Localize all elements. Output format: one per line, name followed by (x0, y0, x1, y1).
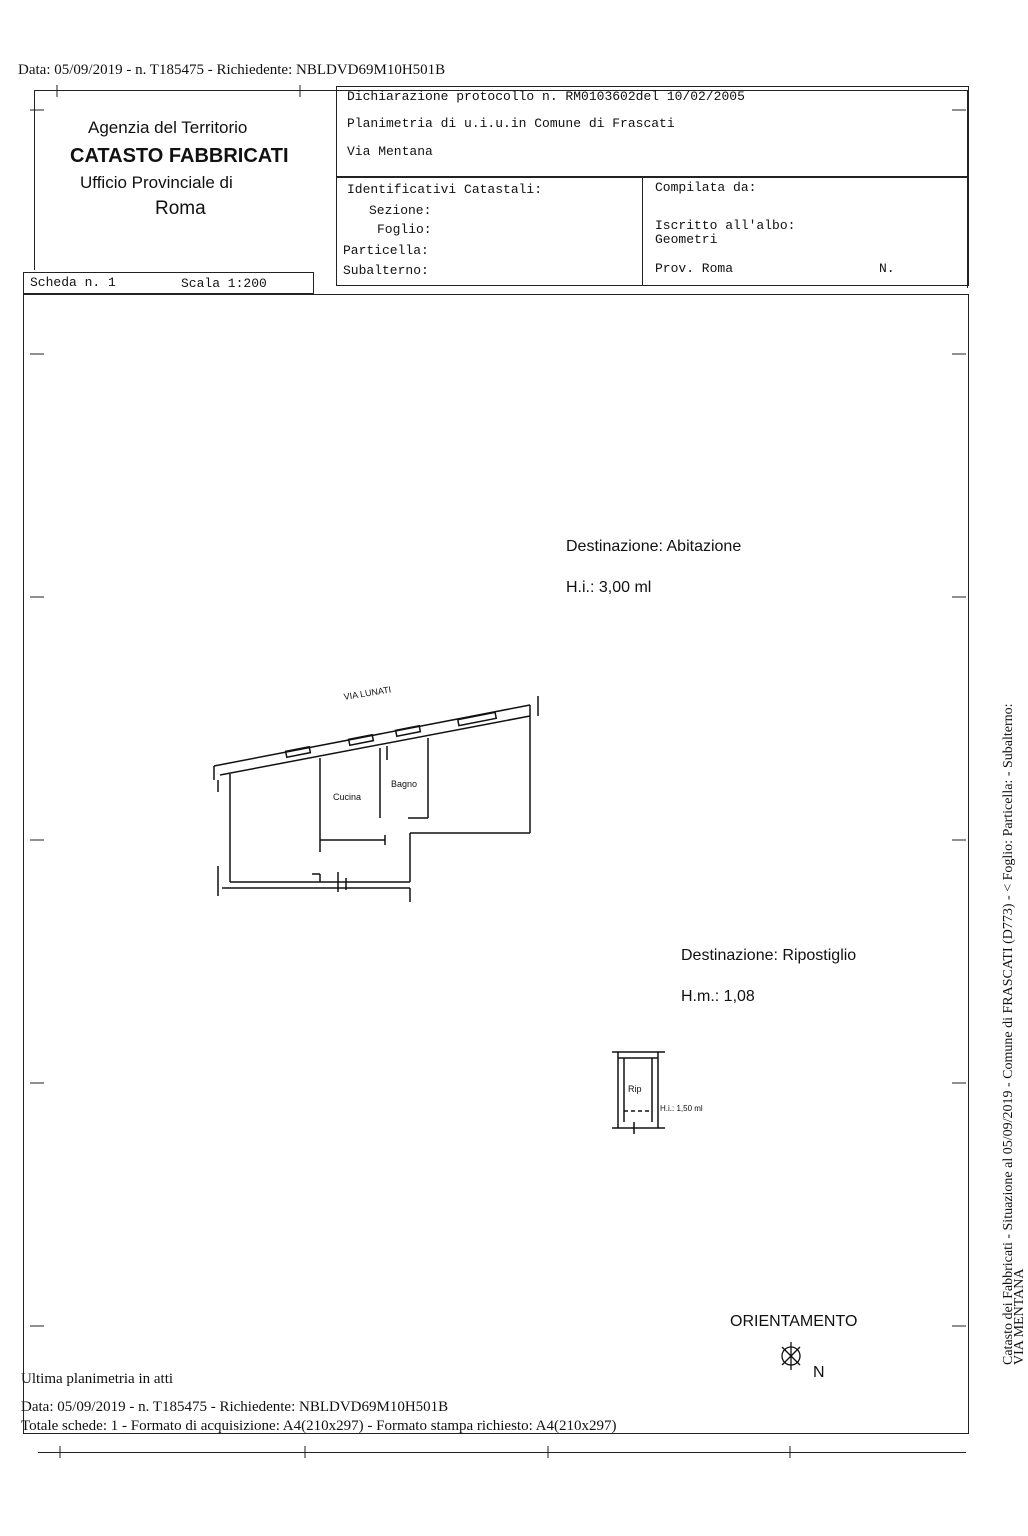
albo-value: Geometri (655, 232, 718, 247)
side-street-line: VIA MENTANA (1012, 1268, 1027, 1365)
number-label: N. (879, 261, 895, 276)
subalterno-label: Subalterno: (343, 263, 429, 278)
north-label: N (813, 1364, 825, 1381)
scheda-number: Scheda n. 1 (30, 275, 116, 290)
footer-format-line: Totale schede: 1 - Formato di acquisizione: A4(210x297) - Formato stampa richiesto: A4(210x297) (21, 1418, 617, 1434)
office-label: Ufficio Provinciale di (80, 173, 233, 192)
catasto-title: CATASTO FABBRICATI (70, 145, 289, 167)
height-storage: H.m.: 1,08 (681, 988, 755, 1005)
room-kitchen-label: Cucina (333, 792, 362, 802)
declaration-protocol: Dichiarazione protocollo n. RM0103602del 10/02/2005 (347, 89, 745, 104)
agency-name: Agenzia del Territorio (88, 118, 248, 137)
north-arrow-icon (776, 1340, 808, 1372)
province-label: Prov. Roma (655, 261, 734, 276)
destination-dwelling: Destinazione: Abitazione (566, 538, 742, 555)
height-dwelling: H.i.: 3,00 ml (566, 579, 652, 596)
side-cadastral-line: Catasto dei Fabbricati - Situazione al 05/09/2019 - Comune di FRASCATI (D773) - < Foglio: Particella: - Subalterno: (1001, 703, 1016, 1365)
orientation-label: ORIENTAMENTO (730, 1313, 858, 1330)
street-line: Via Mentana (347, 144, 433, 159)
identifiers-title: Identificativi Catastali: (347, 182, 543, 197)
room-bathroom-label: Bagno (391, 779, 418, 789)
foglio-label: Foglio: (377, 222, 432, 237)
footer-request-line: Data: 05/09/2019 - n. T185475 - Richiedente: NBLDVD69M10H501B (21, 1399, 449, 1415)
header-request-line: Data: 05/09/2019 - n. T185475 - Richiedente: NBLDVD69M10H501B (18, 62, 446, 78)
storage-room-label: Rip (628, 1084, 642, 1094)
planimetry-line: Planimetria di u.i.u.in Comune di Frascati (347, 116, 675, 131)
scale-label: Scala 1:200 (181, 276, 267, 291)
street-label: VIA LUNATI (343, 684, 392, 702)
sezione-label: Sezione: (369, 203, 432, 218)
storage-height-label: H.i.: 1,50 ml (660, 1104, 703, 1113)
particella-label: Particella: (343, 243, 429, 258)
last-planimetry-note: Ultima planimetria in atti (21, 1371, 174, 1387)
office-city: Roma (155, 198, 206, 219)
destination-storage: Destinazione: Ripostiglio (681, 947, 857, 964)
compiler-title: Compilata da: (655, 180, 757, 195)
albo-label: Iscritto all'albo: (655, 218, 796, 233)
